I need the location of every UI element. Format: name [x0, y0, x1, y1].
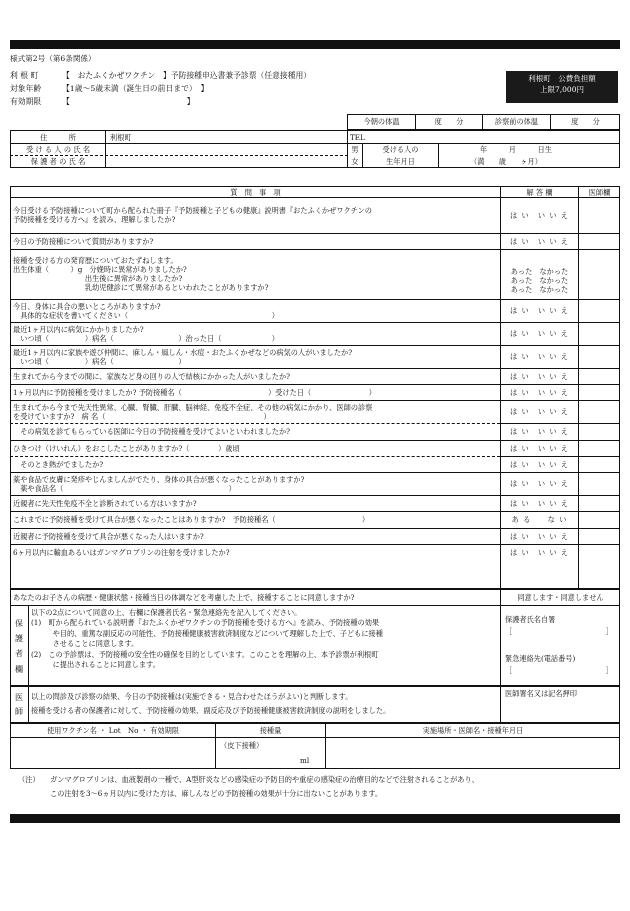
question-text: 生まれてから今まで先天性異常、心臓、腎臓、肝臓、脳神経、免疫不全症、その他の病気にかかり、医師の診察	[13, 402, 373, 412]
birth-date-field[interactable]: 年 月 日生	[480, 145, 552, 154]
answer-choice[interactable]: は い い い え	[510, 427, 569, 436]
answer-choice[interactable]: は い い い え	[510, 306, 569, 315]
answer-choice[interactable]: あ る な い	[511, 515, 568, 524]
question-text: 6ヶ月以内に輸血あるいはガンマグロブリンの注射を受けましたか?	[13, 547, 230, 557]
row-divider	[10, 528, 500, 529]
birth-age-field[interactable]: （満 歳 ヶ月）	[470, 157, 542, 166]
row-divider	[10, 511, 500, 512]
guardian-name-field[interactable]	[107, 156, 345, 167]
doctor-check-cell[interactable]	[579, 300, 619, 321]
question-text: 1ヶ月以内に予防接種を受けましたか? 予防接種名（ ）受けた日（ ）	[13, 387, 376, 397]
row-divider	[10, 440, 500, 441]
question-text: 薬や食品で皮膚に発疹やじんましんがでたり、身体の具合が悪くなったことがありますか?	[13, 474, 305, 484]
male-option[interactable]: 男	[351, 145, 359, 154]
guardian-sign-label: 保護者氏名自署	[505, 615, 556, 624]
doctor-check-cell[interactable]	[579, 441, 619, 455]
subsidy-line-2: 上限7,000円	[540, 85, 584, 95]
city-label: 利 根 町	[10, 71, 39, 80]
doctor-check-cell[interactable]	[579, 424, 619, 439]
row-divider	[10, 544, 500, 545]
doctor-check-cell[interactable]	[579, 346, 619, 367]
answer-choice[interactable]: は い い い え	[510, 352, 569, 361]
question-text: 接種を受ける方の発育歴についておたずねします。	[13, 256, 178, 265]
question-text: 出生体重（ ）g 分娩時に異常がありましたか?	[13, 265, 187, 274]
consent-options[interactable]: 同意します・同意しません	[517, 593, 604, 602]
note-line-1: ガンマグロブリンは、血液製剤の一種で、A型肝炎などの感染症の予防目的や重症の感染症の治療目的などで注射されることがあり、	[50, 775, 479, 784]
answer-choice[interactable]: は い い い え	[510, 443, 569, 453]
row-divider	[10, 368, 500, 369]
row-divider	[10, 299, 500, 300]
question-text: 乳幼児健診にて異常があるといわれたことがありますか?	[13, 283, 269, 292]
doctor-check-cell[interactable]	[579, 234, 619, 248]
doctor-check-cell[interactable]	[579, 385, 619, 399]
answer-choice[interactable]: は い い い え	[510, 371, 569, 381]
route-label: （皮下接種）	[220, 741, 264, 750]
tel-field[interactable]	[380, 133, 618, 143]
question-text: 最近1ヶ月以内に病気にかかりましたか?	[13, 324, 144, 334]
question-text: を受けていますか? 病 名（ ）	[13, 411, 271, 421]
doctor-judgement[interactable]: 以上の問診及び診察の結果、今日の予防接種は(実施できる・見合わせたほうがよい)と判断します。	[31, 692, 353, 701]
row-divider	[10, 400, 500, 401]
child-name-field[interactable]	[107, 144, 345, 155]
answer-choice[interactable]: は い い い え	[510, 407, 569, 416]
row-divider	[10, 472, 500, 473]
consent-body: 以下の2点について同意の上、右欄に保護者氏名・緊急連絡先を記入してください。 (1) 町から配られている説明書『おたふくかぜワクチンの予防接種を受ける方へ』を読み、予防接種の効果 や目的、重篤な副反応の可能性、予防接種健康被害救済制度などについて理解した上で、子どもに接種 させることに同意します。 (2) この予診票は、予防接種の安全性の確保を目的としています。このことを理解の上、本予診票が利根町 に提出されることに同意します。	[31, 608, 383, 670]
doctor-column-header: 医師欄	[588, 188, 611, 197]
answer-choice[interactable]: は い い い え	[510, 547, 569, 557]
row-divider	[10, 233, 500, 234]
morning-temp-label: 今朝の体温	[363, 117, 400, 126]
guardian-name-label: 保 護 者 の 氏 名	[30, 157, 86, 166]
age-label: 対象年齢	[10, 84, 42, 93]
vaccine-title: 【 おたふくかぜワクチン 】予防接種申込書兼予診票（任意接種用）	[62, 71, 312, 80]
answer-choice[interactable]: は い い い え	[510, 236, 569, 246]
address-field[interactable]: 利根町	[110, 133, 132, 142]
row-divider	[10, 456, 500, 457]
question-text: いつ頃（ ）病名（ ）	[13, 356, 186, 366]
question-text: 近親者に予防接種を受けて具合が悪くなった人はいますか?	[13, 531, 204, 541]
guardian-sign-field[interactable]: ［ ］	[505, 627, 613, 636]
consent-question: あなたのお子さんの病歴・健康状態・接種当日の体調などを考慮した上で、接種することに同意しますか?	[13, 593, 355, 602]
answer-choice[interactable]: は い い い え	[510, 387, 569, 397]
female-option[interactable]: 女	[351, 157, 359, 166]
guardian-side-label: 保 護 者 欄	[15, 619, 23, 674]
doctor-check-cell[interactable]	[579, 198, 619, 232]
doctor-explanation: 接種を受ける者の保護者に対して、予防接種の効果、副反応及び予防接種健康被害救済制度の説明をしました。	[31, 706, 391, 715]
vaccine-lot-header: 使用ワクチン名 ・ Lot No ・ 有効期限	[46, 726, 179, 735]
top-bar	[10, 40, 620, 49]
answer-choice[interactable]: あった なかった	[510, 267, 569, 276]
valid-label: 有効期限	[10, 97, 42, 106]
answer-choice[interactable]: は い い い え	[510, 459, 569, 469]
pre-exam-temp-label: 診察前の体温	[494, 117, 539, 126]
address-label: 住 所	[40, 133, 76, 142]
subsidy-badge	[506, 71, 618, 103]
row-divider	[10, 384, 500, 385]
answer-choice[interactable]: は い い い え	[510, 479, 569, 488]
question-text: その病気を診てもらっている医師に今日の予防接種を受けてよいといわれましたか?	[13, 427, 290, 436]
answer-choice[interactable]: は い い い え	[510, 498, 569, 508]
birth-label-2: 生年月日	[386, 157, 415, 166]
question-text: 出生後に異常がありましたか?	[13, 274, 183, 283]
question-text: 具体的な症状を書いてください（ ）	[13, 310, 279, 320]
row-divider	[10, 249, 500, 250]
question-text: これまでに予防接種を受けて具合が悪くなったことはありますか? 予防接種名（ ）	[13, 515, 370, 524]
dose-header: 接種量	[259, 726, 282, 735]
question-text: 今日、身体に具合の悪いところがありますか?	[13, 301, 161, 311]
form-number: 様式第2号（第6条関係）	[10, 54, 96, 63]
doctor-check-cell[interactable]	[579, 250, 619, 298]
emergency-contact-field[interactable]: ［ ］	[505, 666, 613, 675]
location-doctor-date-header: 実施場所・医師名・接種年月日	[422, 726, 524, 735]
row-divider	[10, 322, 500, 323]
doctor-check-cell[interactable]	[579, 457, 619, 471]
birth-label-1: 受ける人の	[382, 145, 419, 154]
morning-temp-field[interactable]: 度 分	[434, 117, 464, 126]
doctor-check-cell[interactable]	[579, 369, 619, 383]
subsidy-line-1: 利根町 公費負担額	[528, 74, 596, 83]
row-divider	[10, 345, 500, 346]
child-name-label: 受 け る 人 の 氏 名	[25, 145, 91, 154]
answer-choice[interactable]: あった なかった	[510, 276, 569, 285]
doctor-check-cell[interactable]	[579, 512, 619, 527]
questions-header: 質 問 事 項	[230, 188, 281, 197]
note-label: （注）	[18, 775, 40, 784]
doctor-check-cell[interactable]	[579, 545, 619, 559]
location-doctor-date-field[interactable]	[326, 738, 619, 768]
question-text: いつ頃（ ）病名（ ）治った日（ ）	[13, 333, 279, 343]
question-text: 薬や食品名（ ）	[13, 483, 236, 493]
vaccine-lot-field[interactable]	[11, 738, 215, 768]
bottom-bar	[10, 814, 620, 823]
pre-exam-temp-field[interactable]: 度 分	[571, 117, 600, 126]
answer-choice[interactable]: は い い い え	[510, 329, 569, 338]
question-text: そのとき熱がでましたか?	[13, 459, 104, 469]
answers-header: 解 答 欄	[526, 188, 553, 197]
question-text: 今日受ける予防接種について町から配られた冊子『予防接種と子どもの健康』説明書『おたふくかぜワクチンの	[13, 206, 372, 215]
row-divider	[10, 495, 500, 496]
dose-unit: ml	[300, 756, 310, 765]
row-divider	[10, 423, 500, 424]
note-line-2: この注射を3〜6ヵ月以内に受けた方は、麻しんなどの予防接種の効果が十分に出ないことがあります。	[50, 789, 383, 798]
doctor-check-cell[interactable]	[579, 496, 619, 510]
question-text: 予防接種を受ける方へ』を読み、理解しましたか?	[13, 215, 176, 224]
answer-choice[interactable]: は い い い え	[510, 531, 569, 541]
question-text: ひきつけ（けいれん）をおこしたことがありますか?（ ）歳頃	[13, 443, 240, 453]
question-text: 近親者に先天性免疫不全と診断されている方はいますか?	[13, 498, 197, 508]
doctor-sign-label: 医師署名又は記名押印	[505, 689, 577, 698]
doctor-check-cell[interactable]	[579, 473, 619, 494]
question-text: 今日の予防接種について質問がありますか?	[13, 236, 154, 246]
doctor-side-label: 医 師	[15, 693, 23, 717]
doctor-check-cell[interactable]	[579, 323, 619, 344]
age-value: 【1歳〜5歳未満（誕生日の前日まで） 】	[62, 84, 209, 93]
answer-choice[interactable]: は い い い え	[510, 210, 569, 220]
tel-label: TEL	[350, 133, 365, 142]
doctor-check-cell[interactable]	[579, 401, 619, 422]
valid-value: 【 】	[62, 97, 195, 106]
question-text: 生まれてから今までの間に、家族など身の回りの人で結核にかかった人がいましたか?	[13, 371, 290, 381]
question-text: 最近1ヶ月以内に家族や遊び仲間に、麻しん・風しん・水痘・おたふくかぜなどの病気の人がいましたか?	[13, 347, 353, 357]
doctor-check-cell[interactable]	[579, 529, 619, 543]
emergency-contact-label: 緊急連絡先(電話番号)	[505, 654, 576, 663]
answer-choice[interactable]: あった なかった	[510, 285, 569, 294]
